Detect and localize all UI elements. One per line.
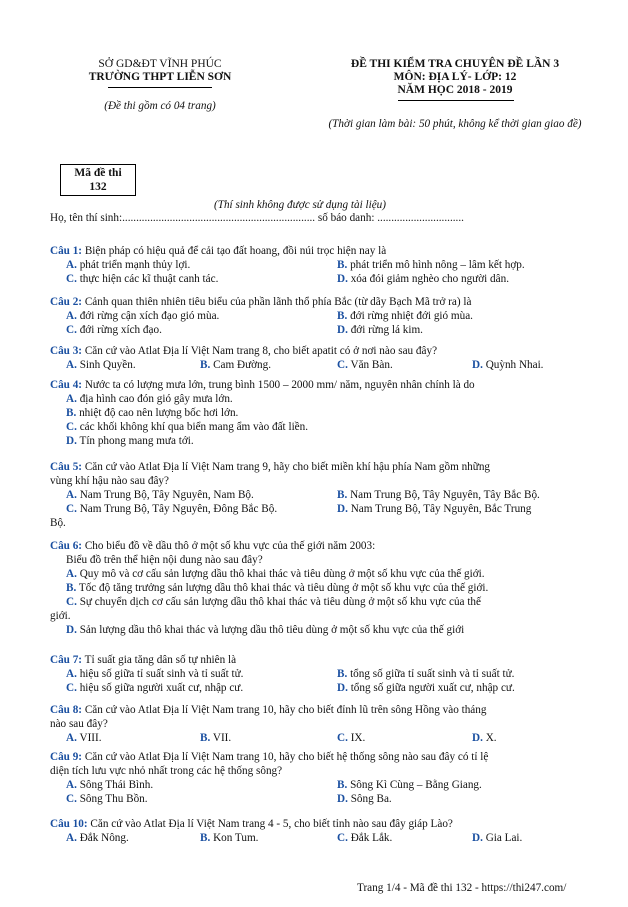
question-number: Câu 8:	[50, 704, 83, 716]
answer-option	[66, 668, 243, 681]
exam-code-box	[60, 164, 136, 196]
answer-option	[472, 732, 497, 745]
question-text: Căn cứ vào Atlat Địa lí Việt Nam trang 10, hãy cho biết đỉnh lũ trên sông Hồng vào tháng	[82, 704, 487, 716]
question-text: Căn cứ vào Atlat Địa lí Việt Nam trang 10, hãy cho biết hệ thống sông nào sau đây có tỉ lệ	[82, 751, 489, 763]
answer-option	[66, 568, 485, 581]
exam-code-label: Mã đề thi	[74, 167, 122, 179]
option-text: Đắk Nông.	[76, 832, 129, 844]
option-text: phát triển mạnh thủy lợi.	[76, 259, 191, 271]
option-letter: D.	[337, 682, 348, 694]
answer-option	[66, 393, 233, 406]
question-stem	[50, 245, 386, 258]
answer-option	[337, 668, 514, 681]
option-text: Sản lượng dầu thô khai thác và lượng dầu thô tiêu dùng ở một số khu vực của thế giới	[76, 624, 465, 636]
answer-option	[337, 489, 540, 502]
question-stem	[50, 461, 490, 474]
option-text: VIII.	[76, 732, 102, 744]
option-text: thực hiện các kĩ thuật canh tác.	[76, 273, 219, 285]
question-stem	[50, 540, 375, 553]
answer-option	[66, 421, 308, 434]
option-text: Cam Đường.	[210, 359, 272, 371]
option-text: Sông Thu Bồn.	[76, 793, 148, 805]
question-number: Câu 10:	[50, 818, 88, 830]
answer-option	[200, 359, 271, 372]
option-text: Sông Ba.	[347, 793, 392, 805]
option-letter: B.	[66, 407, 77, 419]
question-text: Tỉ suất gia tăng dân số tự nhiên là	[82, 654, 237, 666]
question-number: Câu 5:	[50, 461, 83, 473]
page-footer: Trang 1/4 - Mã đề thi 132 - https://thi247.com/	[357, 882, 567, 894]
answer-option	[337, 273, 509, 286]
time-note: (Thời gian làm bài: 50 phút, không kể thời gian giao đề)	[328, 118, 582, 130]
notice: (Thí sinh không được sử dụng tài liệu)	[214, 199, 386, 211]
question-text: Căn cứ vào Atlat Địa lí Việt Nam trang 9, hãy cho biết miền khí hậu phía Nam gồm những	[82, 461, 491, 473]
option-text: tổng số giữa tỉ suất sinh và tỉ suất tử.	[347, 668, 515, 680]
school-name: TRƯỜNG THPT LIỄN SƠN	[88, 71, 232, 83]
answer-option	[337, 793, 392, 806]
exam-title: ĐỀ THI KIỂM TRA CHUYÊN ĐỀ LẦN 3	[350, 58, 560, 70]
option-text: các khối không khí qua biển mang ẩm vào đất liền.	[76, 421, 309, 433]
option-text: đới rừng lá kim.	[347, 324, 423, 336]
answer-option	[472, 359, 543, 372]
answer-option	[337, 682, 515, 695]
option-text: VII.	[210, 732, 232, 744]
answer-option	[66, 582, 488, 595]
option-letter: C.	[337, 832, 348, 844]
exam-code-value: 132	[89, 181, 107, 193]
option-text: Sông Thái Bình.	[76, 779, 154, 791]
answer-option	[66, 732, 102, 745]
answer-option	[337, 732, 365, 745]
option-letter: B.	[337, 310, 348, 322]
pages-note: (Đề thi gồm có 04 trang)	[104, 100, 216, 112]
answer-option	[66, 310, 219, 323]
option-text: xóa đói giảm nghèo cho người dân.	[347, 273, 510, 285]
answer-option	[472, 832, 522, 845]
answer-option	[66, 489, 254, 502]
student-info-line: Họ, tên thí sinh:..................................................................... số báo danh: ...............................	[50, 212, 464, 224]
option-letter: D.	[337, 273, 348, 285]
answer-option	[66, 596, 481, 609]
answer-option	[337, 503, 531, 516]
option-letter: C.	[66, 421, 77, 433]
question-text-continued: diện tích lưu vực nhỏ nhất trong các hệ thống sông?	[50, 765, 283, 777]
question-number: Câu 6:	[50, 540, 83, 552]
answer-option	[200, 832, 258, 845]
answer-option	[66, 624, 464, 637]
question-number: Câu 1:	[50, 245, 83, 257]
option-text: X.	[482, 732, 497, 744]
option-letter: C.	[66, 682, 77, 694]
answer-option	[66, 793, 148, 806]
question-text-continued: Biểu đồ trên thể hiện nội dung nào sau đây?	[66, 554, 263, 566]
option-letter: B.	[337, 259, 348, 271]
question-number: Câu 4:	[50, 379, 83, 391]
option-text: hiệu số giữa người xuất cư, nhập cư.	[76, 682, 244, 694]
option-text-continued: Bộ.	[50, 517, 66, 529]
answer-option	[66, 435, 194, 448]
answer-option	[66, 832, 129, 845]
answer-option	[66, 324, 162, 337]
option-letter: D.	[472, 359, 483, 371]
option-letter: A.	[66, 310, 77, 322]
question-text: Cảnh quan thiên nhiên tiêu biểu của phần lãnh thổ phía Bắc (từ dãy Bạch Mã trở ra) là	[82, 296, 472, 308]
option-letter: C.	[66, 273, 77, 285]
question-number: Câu 3:	[50, 345, 83, 357]
option-letter: D.	[472, 732, 483, 744]
option-letter: B.	[200, 832, 211, 844]
option-text: Nam Trung Bộ, Tây Nguyên, Đông Bắc Bộ.	[76, 503, 278, 515]
option-letter: A.	[66, 568, 77, 580]
option-letter: B.	[66, 582, 77, 594]
answer-option	[66, 682, 243, 695]
option-text: Quỳnh Nhai.	[482, 359, 544, 371]
question-text-continued: vùng khí hậu nào sau đây?	[50, 475, 169, 487]
question-stem	[50, 379, 475, 392]
option-letter: B.	[337, 668, 348, 680]
option-letter: C.	[337, 359, 348, 371]
option-text: Nam Trung Bộ, Tây Nguyên, Nam Bộ.	[76, 489, 254, 501]
option-text: Nam Trung Bộ, Tây Nguyên, Tây Bắc Bộ.	[347, 489, 540, 501]
option-letter: A.	[66, 732, 77, 744]
option-text: địa hình cao đón gió gây mưa lớn.	[76, 393, 233, 405]
option-text: Nam Trung Bộ, Tây Nguyên, Bắc Trung	[347, 503, 532, 515]
option-text: IX.	[347, 732, 366, 744]
option-letter: A.	[66, 668, 77, 680]
option-text-continued: giới.	[50, 610, 71, 622]
answer-option	[66, 407, 238, 420]
answer-option	[66, 259, 190, 272]
option-letter: D.	[337, 793, 348, 805]
option-letter: D.	[66, 624, 77, 636]
question-number: Câu 7:	[50, 654, 83, 666]
answer-option	[66, 779, 153, 792]
answer-option	[337, 359, 393, 372]
option-text: Quy mô và cơ cấu sản lượng dầu thô khai thác và tiêu dùng ở một số khu vực của thế giới.	[76, 568, 485, 580]
option-text: Sự chuyển dịch cơ cấu sản lượng dầu thô khai thác và tiêu dùng ở một số khu vực của thế	[76, 596, 481, 608]
option-letter: C.	[337, 732, 348, 744]
option-text: tổng số giữa người xuất cư, nhập cư.	[347, 682, 515, 694]
header-underline-left	[108, 87, 212, 88]
question-stem	[50, 296, 471, 309]
answer-option	[337, 324, 423, 337]
option-text: đới rừng cận xích đạo gió mùa.	[76, 310, 220, 322]
question-text-continued: nào sau đây?	[50, 718, 108, 730]
option-letter: B.	[200, 732, 211, 744]
option-letter: D.	[337, 324, 348, 336]
option-letter: A.	[66, 259, 77, 271]
question-text: Nước ta có lượng mưa lớn, trung bình 1500 – 2000 mm/ năm, nguyên nhân chính là do	[82, 379, 475, 391]
option-letter: B.	[337, 489, 348, 501]
question-text: Căn cứ vào Atlat Địa lí Việt Nam trang 8, cho biết apatit có ở nơi nào sau đây?	[82, 345, 438, 357]
answer-option	[200, 732, 231, 745]
answer-option	[66, 359, 136, 372]
option-letter: D.	[66, 435, 77, 447]
option-letter: C.	[66, 324, 77, 336]
option-letter: B.	[337, 779, 348, 791]
answer-option	[66, 273, 218, 286]
question-text: Biện pháp có hiệu quả để cải tạo đất hoang, đồi núi trọc hiện nay là	[82, 245, 387, 257]
question-number: Câu 2:	[50, 296, 83, 308]
question-stem	[50, 751, 488, 764]
option-letter: A.	[66, 489, 77, 501]
option-letter: C.	[66, 596, 77, 608]
exam-subject: MÔN: ĐỊA LÝ- LỚP: 12	[393, 71, 517, 83]
answer-option	[66, 503, 277, 516]
option-letter: C.	[66, 503, 77, 515]
option-text: hiệu số giữa tỉ suất sinh và tỉ suất tử.	[76, 668, 244, 680]
department-name: SỞ GD&ĐT VĨNH PHÚC	[98, 58, 222, 70]
option-text: đới rừng xích đạo.	[76, 324, 162, 336]
option-text: Tín phong mang mưa tới.	[76, 435, 194, 447]
question-stem	[50, 704, 486, 717]
option-letter: A.	[66, 393, 77, 405]
answer-option	[337, 310, 473, 323]
question-text: Căn cứ vào Atlat Địa lí Việt Nam trang 4 - 5, cho biết tỉnh nào sau đây giáp Lào?	[87, 818, 453, 830]
option-text: nhiệt độ cao nên lượng bốc hơi lớn.	[76, 407, 239, 419]
option-text: Kon Tum.	[210, 832, 259, 844]
school-year: NĂM HỌC 2018 - 2019	[397, 84, 513, 96]
option-letter: A.	[66, 359, 77, 371]
option-text: Đắk Lắk.	[347, 832, 393, 844]
option-letter: A.	[66, 779, 77, 791]
question-stem	[50, 345, 437, 358]
option-text: Sông Kì Cùng – Bằng Giang.	[347, 779, 482, 791]
question-stem	[50, 818, 453, 831]
question-number: Câu 9:	[50, 751, 83, 763]
option-text: Tốc độ tăng trưởng sản lượng dầu thô khai thác và tiêu dùng ở một số khu vực của thế giới.	[76, 582, 489, 594]
option-text: Văn Bàn.	[347, 359, 393, 371]
option-text: Sinh Quyền.	[76, 359, 136, 371]
question-text: Cho biểu đồ về dầu thô ở một số khu vực của thế giới năm 2003:	[82, 540, 376, 552]
option-letter: B.	[200, 359, 211, 371]
question-stem	[50, 654, 236, 667]
option-letter: D.	[472, 832, 483, 844]
option-letter: C.	[66, 793, 77, 805]
answer-option	[337, 832, 392, 845]
answer-option	[337, 779, 482, 792]
option-letter: A.	[66, 832, 77, 844]
option-text: Gia Lai.	[482, 832, 523, 844]
header-underline-right	[398, 100, 514, 101]
option-text: đới rừng nhiệt đới gió mùa.	[347, 310, 473, 322]
answer-option	[337, 259, 525, 272]
option-letter: D.	[337, 503, 348, 515]
option-text: phát triển mô hình nông – lâm kết hợp.	[347, 259, 525, 271]
